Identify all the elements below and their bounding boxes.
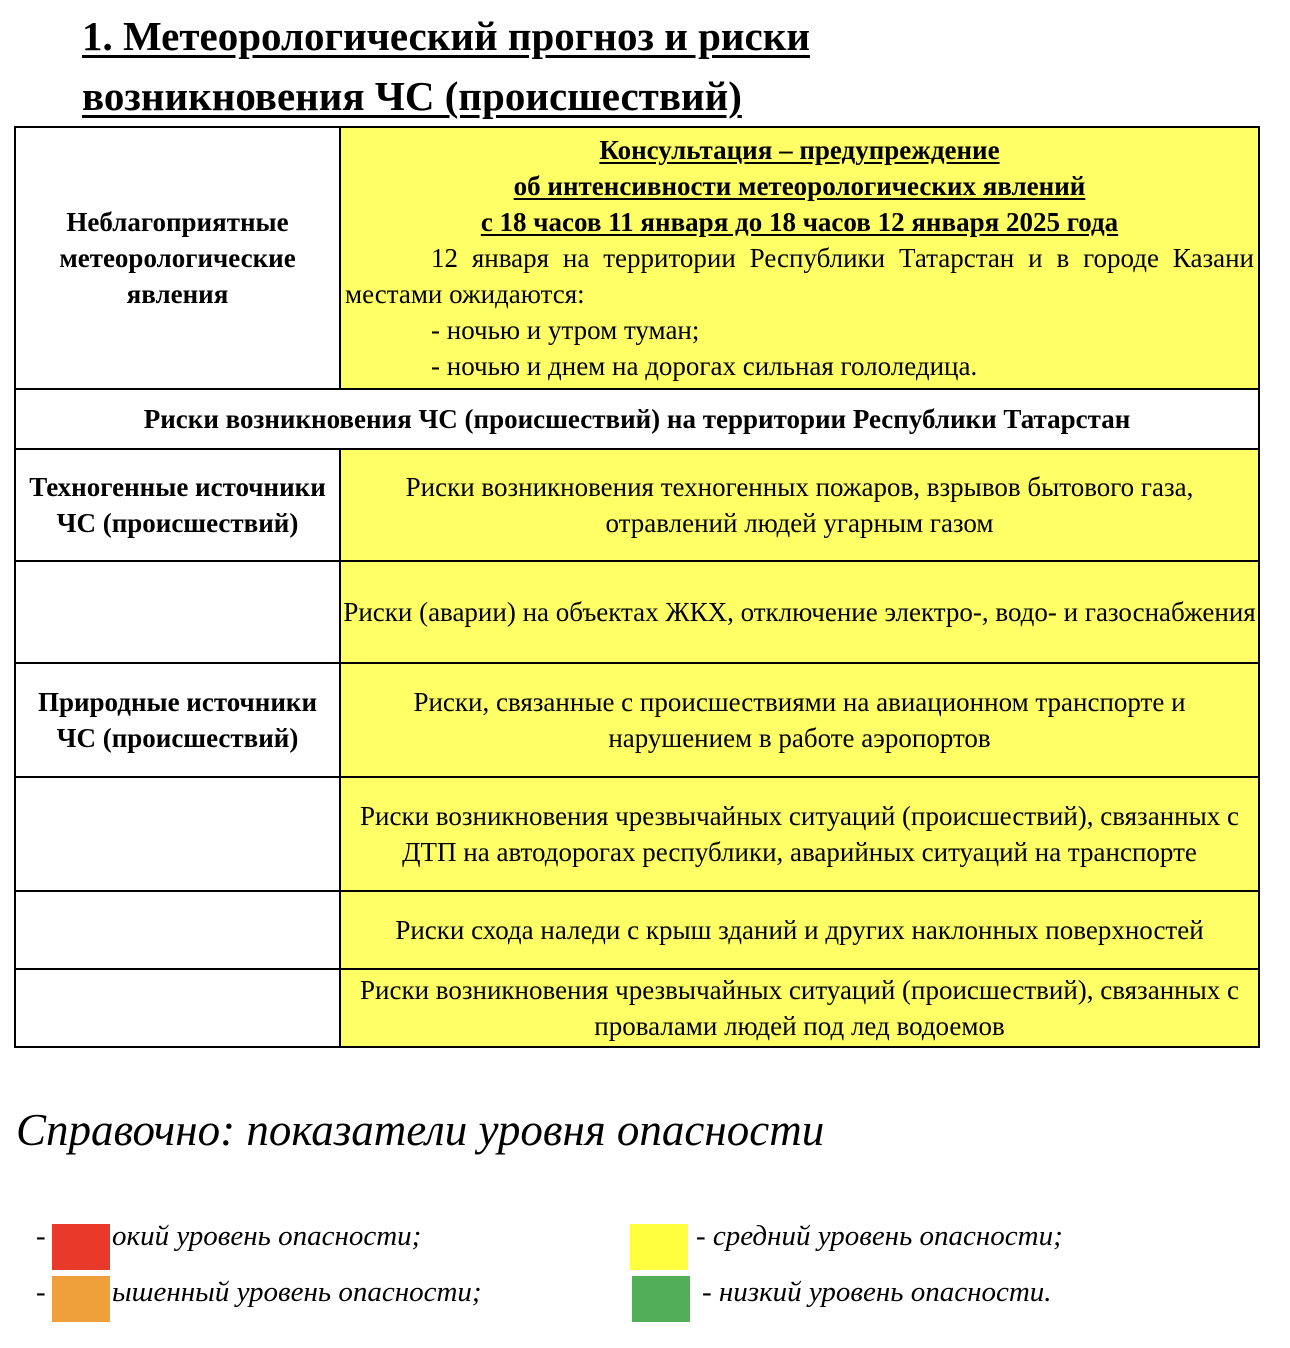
risk-row: [15, 969, 1259, 1047]
risk-row: [15, 777, 1259, 891]
consultation-cell: [340, 127, 1259, 389]
legend-low-swatch: [632, 1276, 690, 1322]
weather-label: Неблагоприятные метеорологические явления: [15, 127, 340, 389]
consultation-period: с 18 часов 11 января до 18 часов 12 января 2025 года: [480, 207, 1119, 237]
risk-row: [15, 663, 1259, 777]
empty-cell: [15, 969, 340, 1047]
risks-header: Риски возникновения ЧС (происшествий) на территории Республики Татарстан: [15, 389, 1259, 449]
empty-cell: [15, 561, 340, 663]
risk-ice-water: Риски возникновения чрезвычайных ситуаций (происшествий), связанных с провалами людей под лед водоемов: [340, 969, 1259, 1047]
natural-label: Природные источники ЧС (происшествий): [15, 663, 340, 777]
legend-medium-text: - средний уровень опасности;: [696, 1220, 1063, 1252]
consultation-body: [341, 240, 1258, 388]
legend-high-swatch: [52, 1224, 110, 1270]
empty-cell: [15, 891, 340, 969]
risk-traffic: Риски возникновения чрезвычайных ситуаций (происшествий), связанных с ДТП на автодорогах республики, аварийных ситуаций на транспорте: [340, 777, 1259, 891]
legend-title: Справочно: показатели уровня опасности: [16, 1105, 825, 1155]
risk-ice-roofs: Риски схода наледи с крыш зданий и других наклонных поверхностей: [340, 891, 1259, 969]
risks-header-row: [15, 389, 1259, 449]
risk-row: [15, 449, 1259, 561]
page-title-line1: 1. Метеорологический прогноз и риски: [82, 13, 810, 59]
risk-row: [15, 891, 1259, 969]
legend-medium-swatch: [630, 1224, 688, 1270]
legend-elevated-dash: -: [36, 1276, 46, 1308]
consultation-subtitle: об интенсивности метеорологических явлений: [513, 171, 1086, 201]
legend-low-text: - низкий уровень опасности.: [702, 1276, 1052, 1308]
legend-elevated-text: ышенный уровень опасности;: [112, 1276, 482, 1308]
legend-elevated-swatch: [52, 1276, 110, 1322]
legend-high-text: окий уровень опасности;: [112, 1220, 422, 1252]
consultation-title: Консультация – предупреждение: [599, 135, 1000, 165]
risk-row: [15, 561, 1259, 663]
technogenic-label: Техногенные источники ЧС (происшествий): [15, 449, 340, 561]
page-title: [82, 6, 1232, 126]
page-title-line2: возникновения ЧС (происшествий): [82, 73, 742, 119]
weather-row: [15, 127, 1259, 389]
risk-aviation: Риски, связанные с происшествиями на авиационном транспорте и нарушением в работе аэропортов: [340, 663, 1259, 777]
empty-cell: [15, 777, 340, 891]
risk-utilities: Риски (аварии) на объектах ЖКХ, отключение электро-, водо- и газоснабжения: [340, 561, 1259, 663]
bullet-fog: - ночью и утром туман;: [431, 315, 700, 345]
risk-fires: Риски возникновения техногенных пожаров, взрывов бытового газа, отравлений людей угарным газом: [340, 449, 1259, 561]
bullet-ice: - ночью и днем на дорогах сильная гололедица.: [431, 351, 978, 381]
consultation-text: 12 января на территории Республики Татарстан и в городе Казани местами ожидаются:: [345, 243, 1254, 309]
forecast-table: [14, 126, 1260, 1048]
consultation-header: [341, 128, 1258, 240]
legend-high-dash: -: [36, 1220, 46, 1252]
